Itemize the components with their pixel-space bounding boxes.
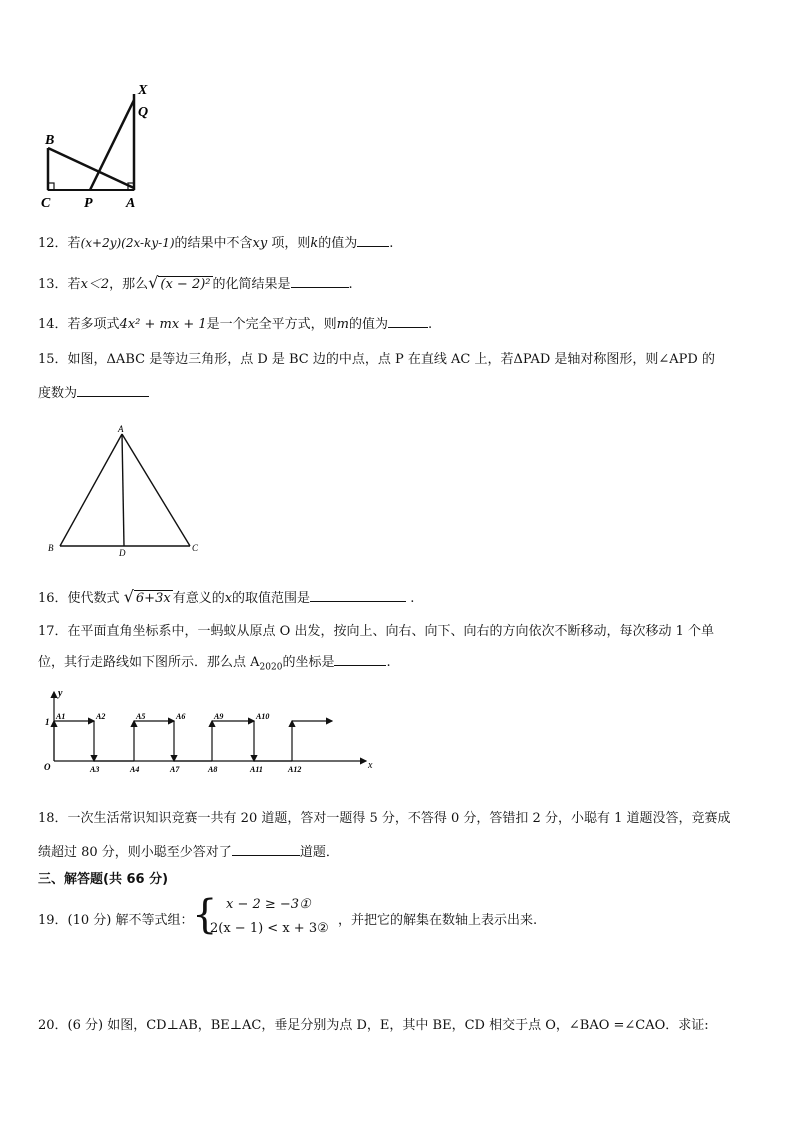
label-c: C (41, 196, 51, 211)
answer-blank[interactable] (77, 383, 149, 397)
question-18-line2: 绩超过 80 分，则小聪至少答对了 道题． (38, 842, 339, 863)
question-16: 16．使代数式 √ 6+3x 有意义的x的取值范围是 . (38, 587, 414, 609)
point-label-top-3: A5 (136, 712, 146, 721)
path-segments (54, 721, 332, 761)
point-label-top-5: A9 (214, 712, 224, 721)
label-x: X (138, 83, 148, 98)
answer-blank[interactable] (310, 588, 406, 602)
answer-blank[interactable] (232, 842, 300, 856)
point-label-bottom-4: A8 (208, 765, 218, 774)
label-d: D (119, 548, 126, 558)
question-17-line2: 位，其行走路线如下图所示．那么点 $A_{2020}$的坐标是 . (38, 652, 391, 678)
segment-ab (60, 434, 122, 546)
question-18-line1: 18．一次生活常识知识竞赛一共有 20 道题，答对一题得 5 分，不答得 0 分，答错扣 2 分，小聪有 1 道题没答，竞赛成 (38, 811, 731, 826)
point-label-top-6: A10 (256, 712, 270, 721)
question-15-line1: 15．如图，ΔABC 是等边三角形，点 D 是 BC 边的中点，点 P 在直线 AC 上，若ΔPAD 是轴对称图形，则∠APD 的 (38, 352, 715, 367)
sqrt-expression: √ (x − 2)² (148, 273, 211, 292)
segment-ac (122, 434, 190, 546)
point-label-bottom-3: A7 (170, 765, 180, 774)
label-a: A (118, 424, 124, 434)
section-heading: 三、解答题(共 66 分) (38, 872, 169, 887)
segment-ba (48, 148, 134, 188)
axis-label-y: y (58, 688, 63, 699)
point-label-bottom-2: A4 (130, 765, 140, 774)
point-label-top-1: A1 (56, 712, 66, 721)
question-12: 12．若(x+2y)(2x-ky-1)的结果中不含xy 项，则k的值为 . (38, 233, 393, 254)
point-label-bottom-6: A12 (288, 765, 302, 774)
point-label-bottom-5: A11 (250, 765, 263, 774)
answer-blank[interactable] (334, 652, 386, 666)
point-label-top-2: A2 (96, 712, 106, 721)
question-15-line2: 度数为 (38, 383, 149, 404)
sqrt-expression: √ 6+3x (123, 587, 171, 606)
axis-label-x: x (368, 760, 373, 771)
question-13: 13．若x＜2，那么√ (x − 2)² 的化简结果是 . (38, 273, 353, 295)
answer-blank[interactable] (291, 274, 349, 288)
point-label-top-4: A6 (176, 712, 186, 721)
segment-ad (122, 434, 124, 546)
figure-right-triangle (36, 80, 166, 212)
label-b: B (48, 543, 54, 553)
label-q: Q (138, 105, 149, 120)
question-17-line1: 17．在平面直角坐标系中，一蚂蚁从原点 O 出发，按向上、向右、向下、向右的方向依次不断移动，每次移动 1 个单 (38, 624, 715, 639)
label-p: P (84, 196, 93, 211)
inequality-2: 2(x − 1) < x + 3② (210, 921, 329, 936)
question-19: 19．(10 分) 解不等式组： { x − 2 ≥ −3① 2(x − 1) < x + 3② ，并把它的解集在数轴上表示出来. (38, 892, 538, 938)
label-b: B (45, 133, 55, 148)
figure-ant-path (40, 686, 380, 776)
question-20: 20．(6 分) 如图，CD⊥AB，BE⊥AC，垂足分别为点 D，E，其中 BE，CD 相交于点 O，∠BAO =∠CAO．求证: (38, 1018, 709, 1033)
tick-label-1: 1 (45, 717, 50, 727)
point-label-bottom-1: A3 (90, 765, 100, 774)
inequality-1: x − 2 ≥ −3① (226, 897, 311, 912)
label-a: A (126, 196, 136, 211)
figure-equilateral-triangle (44, 420, 210, 562)
answer-blank[interactable] (357, 233, 389, 247)
label-c: C (192, 543, 199, 553)
question-14: 14．若多项式4x² + mx + 1是一个完全平方式，则m的值为 . (38, 314, 432, 335)
answer-blank[interactable] (388, 314, 428, 328)
origin-label: O (44, 762, 51, 772)
brace-symbol: { (192, 892, 218, 938)
